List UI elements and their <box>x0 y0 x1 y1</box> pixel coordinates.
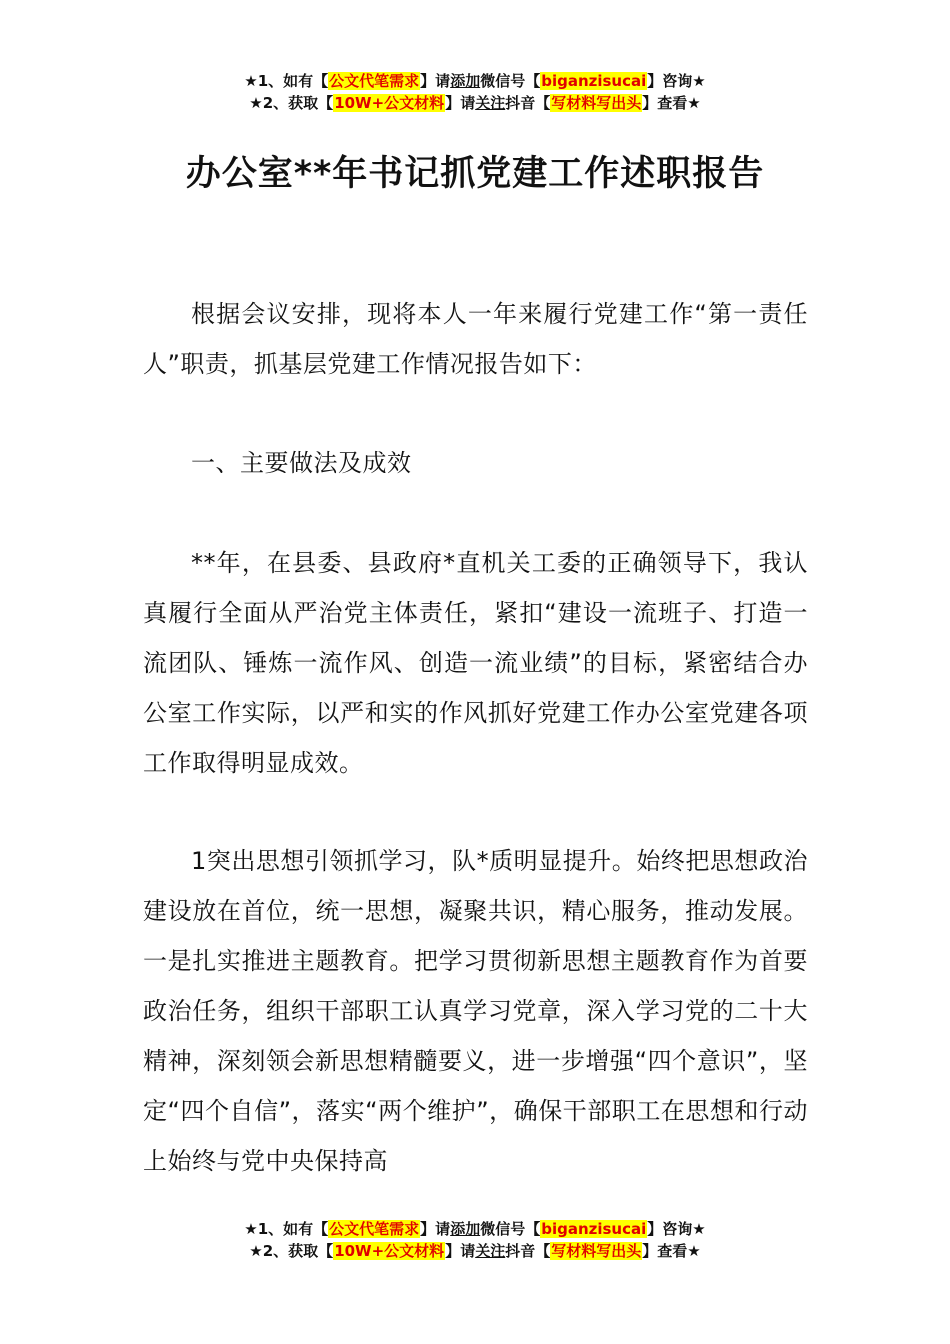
highlighted-text: 公文代笔需求 <box>329 1220 420 1238</box>
highlighted-text: biganzisucai <box>541 1220 647 1238</box>
banner-text: ★1、如有【 <box>244 1220 329 1238</box>
highlighted-text: 10W+公文材料 <box>334 1242 445 1260</box>
banner-text: 】咨询★ <box>647 72 706 90</box>
underlined-text: 关注 <box>475 94 506 112</box>
banner-text: 】查看★ <box>642 94 701 112</box>
banner-text: ★2、获取【 <box>249 94 334 112</box>
banner-text: 微信号【 <box>480 72 541 90</box>
section-heading <box>143 438 808 488</box>
paragraph-text: **年，在县委、县政府*直机关工委的正确领导下，我认真履行全面从严治党主体责任，紧扣“建设一流班子、打造一流团队、锤炼一流作风、创造一流业绩”的目标，紧密结合办公室工作实际，以严和实的作风抓好党建工作办公室党建各项工作取得明显成效。 <box>143 549 808 777</box>
banner-text: 微信号【 <box>480 1220 541 1238</box>
underlined-text: 添加 <box>450 72 481 90</box>
banner-line-1 <box>0 70 950 92</box>
banner-text: 】请 <box>445 94 476 112</box>
paragraph-body <box>143 538 808 788</box>
paragraph-body <box>143 836 808 1186</box>
banner-text: ★1、如有【 <box>244 72 329 90</box>
banner-text: 抖音【 <box>505 94 551 112</box>
banner-text: 】请 <box>420 72 451 90</box>
footer-banner <box>0 1218 950 1262</box>
banner-text: ★2、获取【 <box>249 1242 334 1260</box>
highlighted-text: 公文代笔需求 <box>329 72 420 90</box>
highlighted-text: biganzisucai <box>541 72 647 90</box>
banner-text: 】查看★ <box>642 1242 701 1260</box>
banner-line-2 <box>0 1240 950 1262</box>
paragraph-text: 根据会议安排，现将本人一年来履行党建工作“第一责任人”职责，抓基层党建工作情况报告如下： <box>143 300 808 378</box>
banner-text: 】请 <box>445 1242 476 1260</box>
heading-text: 一、主要做法及成效 <box>191 449 412 477</box>
banner-line-2 <box>0 92 950 114</box>
highlighted-text: 写材料写出头 <box>551 94 642 112</box>
highlighted-text: 写材料写出头 <box>551 1242 642 1260</box>
underlined-text: 关注 <box>475 1242 506 1260</box>
banner-text: 】咨询★ <box>647 1220 706 1238</box>
underlined-text: 添加 <box>450 1220 481 1238</box>
document-title: 办公室**年书记抓党建工作述职报告 <box>185 154 765 194</box>
highlighted-text: 10W+公文材料 <box>334 94 445 112</box>
banner-line-1 <box>0 1218 950 1240</box>
header-banner <box>0 70 950 114</box>
paragraph-intro <box>143 289 808 389</box>
banner-text: 】请 <box>420 1220 451 1238</box>
paragraph-text: 1突出思想引领抓学习，队*质明显提升。始终把思想政治建设放在首位，统一思想，凝聚共识，精心服务，推动发展。一是扎实推进主题教育。把学习贯彻新思想主题教育作为首要政治任务，组织干部职工认真学习党章，深入学习党的二十大精神，深刻领会新思想精髓要义，进一步增强“四个意识”，坚定“四个自信”，落实“两个维护”，确保干部职工在思想和行动上始终与党中央保持高 <box>143 847 808 1175</box>
banner-text: 抖音【 <box>505 1242 551 1260</box>
